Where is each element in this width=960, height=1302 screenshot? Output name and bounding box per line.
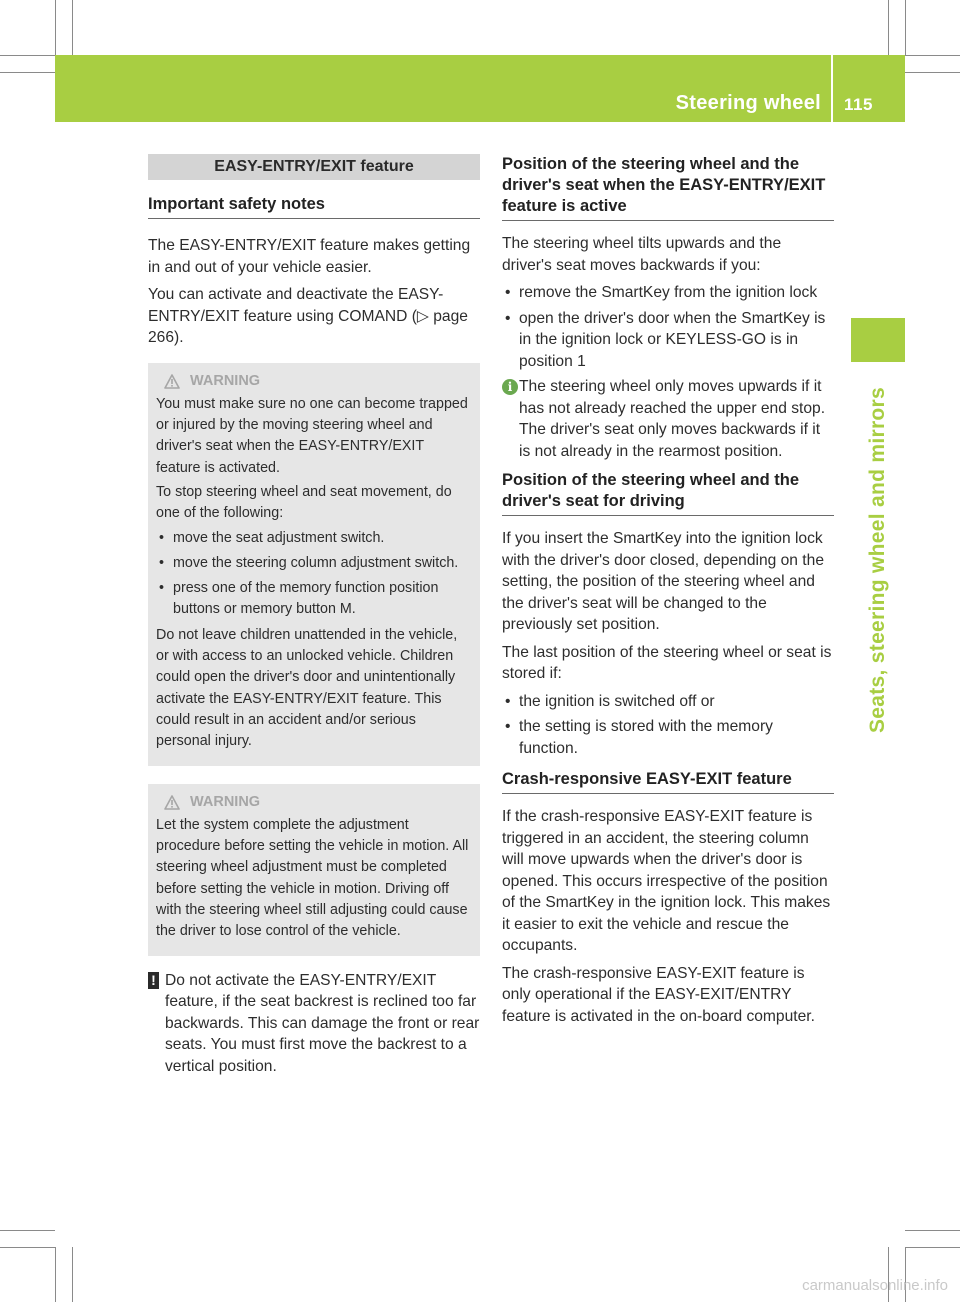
warning-triangle-icon [164, 795, 180, 810]
paragraph: The steering wheel tilts upwards and the driver's seat moves backwards if you: [502, 235, 782, 274]
warning-box [148, 363, 480, 766]
warning-header [156, 371, 470, 392]
page-header [55, 55, 905, 122]
warning-triangle-icon [164, 374, 180, 389]
paragraph: If the crash-responsive EASY-EXIT feature is triggered in an accident, the steering column will move upwards when the driver's door is opened. This occurs irrespective of the position of the SmartKey in the ignition lock. This makes it easier to exit the vehicle and rescue the occupants. [502, 808, 831, 954]
warning-label: WARNING [190, 372, 261, 389]
crop-mark [0, 1230, 55, 1231]
right-column [502, 154, 834, 1033]
crop-mark [905, 1247, 960, 1248]
crop-mark [55, 1247, 56, 1302]
left-column [148, 154, 480, 1077]
caution-text: Do not activate the EASY-ENTRY/EXIT feature, if the seat backrest is reclined too far backwards. This can damage the front or rear seats. You must first move the backrest to a vertical position. [165, 971, 480, 1075]
crop-mark [0, 55, 55, 56]
warning-text: Do not leave children unattended in the vehicle, or with access to an unlocked vehicle. Children could open the driver's door and unintentionally activate the EASY-ENTRY/EXIT feature. This could result in an accident and/or serious personal injury. [156, 626, 458, 750]
list-item: • the ignition is switched off or [505, 692, 715, 710]
section-heading: Important safety notes [148, 194, 480, 219]
crop-mark [0, 72, 55, 73]
crop-mark [905, 55, 960, 56]
page-number: 115 [844, 95, 873, 114]
header-divider [831, 55, 833, 122]
info-text: The steering wheel only moves upwards if it has not already reached the upper end stop. The driver's seat only moves backwards if it is not already in the rearmost position. [519, 378, 826, 460]
crop-mark [72, 1247, 73, 1302]
paragraph: The last position of the steering wheel or seat is stored if: [502, 643, 832, 682]
exclamation-icon: ! [148, 972, 159, 989]
crop-mark [888, 0, 889, 55]
section-heading: Crash-responsive EASY-EXIT feature [502, 769, 834, 794]
page-title: Steering wheel [675, 92, 821, 114]
crop-mark [905, 0, 906, 55]
chapter-title: Seats, steering wheel and mirrors [866, 386, 889, 734]
section-heading: Position of the steering wheel and the driver's seat when the EASY-ENTRY/EXIT feature is active [502, 154, 834, 221]
crop-mark [0, 1247, 55, 1248]
warning-text: You must make sure no one can become trapped or injured by the moving steering wheel and driver's seat when the EASY-ENTRY/EXIT feature is activated. [156, 395, 468, 476]
warning-text: To stop steering wheel and seat movement, do one of the following: [156, 483, 452, 522]
crop-mark [55, 0, 56, 55]
warning-label: WARNING [190, 793, 261, 810]
list-item: • the setting is stored with the memory function. [505, 718, 773, 757]
crop-mark [905, 72, 960, 73]
paragraph: If you insert the SmartKey into the ignition lock with the driver's door closed, depending on the setting, the position of the steering wheel and the driver's seat will be changed to the previously set position. [502, 530, 824, 633]
list-item: • move the steering column adjustment switch. [159, 554, 459, 571]
watermark: carmanualsonline.info [802, 1277, 948, 1294]
list-item: • move the seat adjustment switch. [159, 529, 385, 546]
section-heading: Position of the steering wheel and the driver's seat for driving [502, 470, 834, 516]
list-item: • remove the SmartKey from the ignition lock [505, 284, 818, 301]
list-item: • press one of the memory function position buttons or memory button M. [159, 580, 439, 618]
paragraph: The EASY-ENTRY/EXIT feature makes getting in and out of your vehicle easier. [148, 237, 471, 276]
warning-header [156, 792, 470, 813]
warning-box [148, 784, 480, 956]
info-note [502, 376, 834, 462]
list-item: • open the driver's door when the SmartKey is in the ignition lock or KEYLESS-GO is in position 1 [505, 309, 826, 370]
warning-text: Let the system complete the adjustment procedure before setting the vehicle in motion. All steering wheel adjustment must be completed before setting the vehicle in motion. Driving off with the steering wheel still adjusting could cause the driver to lose control of the vehicle. [156, 816, 469, 940]
section-band: EASY-ENTRY/EXIT feature [148, 154, 480, 180]
paragraph: The crash-responsive EASY-EXIT feature is only operational if the EASY-EXIT/ENTRY feature is activated in the on-board computer. [502, 964, 815, 1025]
info-icon: i [502, 379, 518, 395]
caution-note [148, 970, 480, 1078]
crop-mark [905, 1230, 960, 1231]
paragraph: You can activate and deactivate the EASY-ENTRY/EXIT feature using COMAND (▷ page 266). [148, 286, 468, 346]
chapter-tab [851, 318, 905, 362]
crop-mark [72, 0, 73, 55]
